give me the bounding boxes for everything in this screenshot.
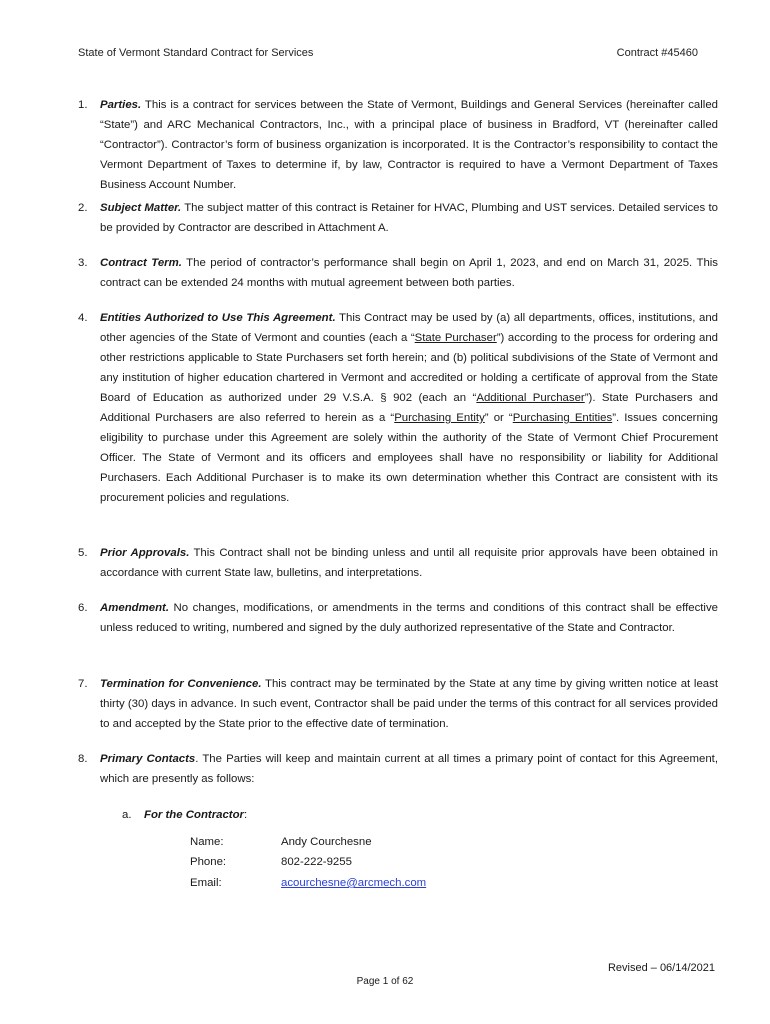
section-title: Contract Term. bbox=[100, 257, 182, 269]
section-title: Subject Matter. bbox=[100, 202, 182, 214]
section-amendment bbox=[78, 598, 718, 638]
section-parties bbox=[78, 95, 718, 195]
header-title: State of Vermont Standard Contract for Services bbox=[78, 47, 314, 59]
section-title: Prior Approvals. bbox=[100, 547, 190, 559]
section-number: 5. bbox=[78, 547, 88, 559]
section-text: The period of contractor’s performance shall begin on April 1, 2023, and end on March 31, 2025. This contract can be extended 24 months with mutual agreement between both parties. bbox=[100, 257, 718, 289]
subsection-colon: : bbox=[244, 809, 248, 821]
section-title: Parties. bbox=[100, 99, 142, 111]
section-text: No changes, modifications, or amendments in the terms and conditions of this contract shall be effective unless reduced to writing, numbered and signed by the duly authorized representative of the State and Contractor. bbox=[100, 602, 718, 634]
section-text: The subject matter of this contract is Retainer for HVAC, Plumbing and UST services. Detailed services to be provided by Contractor are described in Attachment A. bbox=[100, 202, 718, 234]
section-number: 1. bbox=[78, 99, 88, 111]
defined-term-purchasing-entity: Purchasing Entity bbox=[394, 412, 485, 424]
contact-name-row bbox=[190, 832, 372, 852]
page-number: Page 1 of 62 bbox=[356, 976, 414, 987]
header-contract-number: Contract #45460 bbox=[616, 47, 698, 59]
section-text: ” or “ bbox=[484, 412, 513, 424]
contact-email-link[interactable]: acourchesne@arcmech.com bbox=[281, 877, 427, 889]
section-number: 4. bbox=[78, 312, 88, 324]
section-termination bbox=[78, 674, 718, 734]
section-number: 6. bbox=[78, 602, 88, 614]
revision-date: Revised – 06/14/2021 bbox=[607, 962, 715, 974]
contact-phone-value: 802-222-9255 bbox=[281, 856, 352, 868]
section-number: 8. bbox=[78, 753, 88, 765]
section-text: . The Parties will keep and maintain current at all times a primary point of contact for this Agreement, which are presently as follows: bbox=[100, 753, 718, 785]
section-text: ”) according to the process for ordering and other restrictions applicable to State Purchasers set forth herein; and (b) political subdivisions of the State of Vermont and any institution of higher education chartered in Vermont and accredited or holding a certificate of approval from the State Board of Education as authorized under 29 V.S.A. § 902 (each an “ bbox=[100, 332, 718, 404]
contact-phone-label: Phone: bbox=[190, 856, 227, 868]
section-prior-approvals bbox=[78, 543, 718, 583]
section-entities-authorized bbox=[78, 308, 718, 508]
section-contract-term bbox=[78, 253, 718, 293]
contact-name-label: Name: bbox=[190, 836, 224, 848]
contact-name-value: Andy Courchesne bbox=[281, 836, 372, 848]
defined-term-additional-purchaser: Additional Purchaser bbox=[476, 392, 585, 404]
contact-phone-row bbox=[190, 852, 352, 872]
section-primary-contacts bbox=[78, 749, 718, 789]
section-text: This contract may be terminated by the State at any time by giving written notice at least thirty (30) days in advance. In such event, Contractor shall be paid under the terms of this contract for all services provided to and accepted by the State prior to the effective date of termination. bbox=[100, 678, 718, 730]
section-text: This is a contract for services between the State of Vermont, Buildings and General Services (hereinafter called “State”) and ARC Mechanical Contractors, Inc., with a principal place of business in Bradford, VT (hereinafter called “Contractor”). Contractor’s form of business organization is incorporated. It is the Contractor’s responsibility to contact the Vermont Department of Taxes to determine if, by law, Contractor is required to have a Vermont Department of Taxes Business Account Number. bbox=[100, 99, 718, 191]
contact-email-row bbox=[190, 873, 426, 893]
section-title: Primary Contacts bbox=[100, 753, 196, 765]
subsection-number: a. bbox=[122, 809, 132, 821]
contact-email-label: Email: bbox=[190, 877, 222, 889]
section-title: Entities Authorized to Use This Agreement. bbox=[100, 312, 336, 324]
contractor-contact-heading bbox=[122, 805, 247, 825]
section-text: This Contract may be used by (a) all departments, offices, institutions, and other agencies of the State of Vermont and counties (each a “ bbox=[100, 312, 718, 344]
defined-term-purchasing-entities: Purchasing Entities bbox=[512, 412, 613, 424]
subsection-title: For the Contractor bbox=[144, 809, 244, 821]
section-title: Termination for Convenience. bbox=[100, 678, 262, 690]
section-subject-matter bbox=[78, 198, 718, 238]
section-title: Amendment. bbox=[100, 602, 169, 614]
section-text: This Contract shall not be binding unless and until all requisite prior approvals have been obtained in accordance with current State law, bulletins, and interpretations. bbox=[100, 547, 718, 579]
section-number: 7. bbox=[78, 678, 88, 690]
section-text: ”. Issues concerning eligibility to purchase under this Agreement are solely within the authority of the State of Vermont Chief Procurement Officer. The State of Vermont and its officers and employees shall have no responsibility or liability for Additional Purchasers. Each Additional Purchaser is to make its own determination whether this Contract are consistent with its procurement policies and regulations. bbox=[100, 412, 719, 504]
section-text: ”). State Purchasers and Additional Purchasers are also referred to herein as a “ bbox=[100, 392, 718, 424]
section-number: 2. bbox=[78, 202, 88, 214]
section-number: 3. bbox=[78, 257, 88, 269]
defined-term-state-purchaser: State Purchaser bbox=[414, 332, 497, 344]
